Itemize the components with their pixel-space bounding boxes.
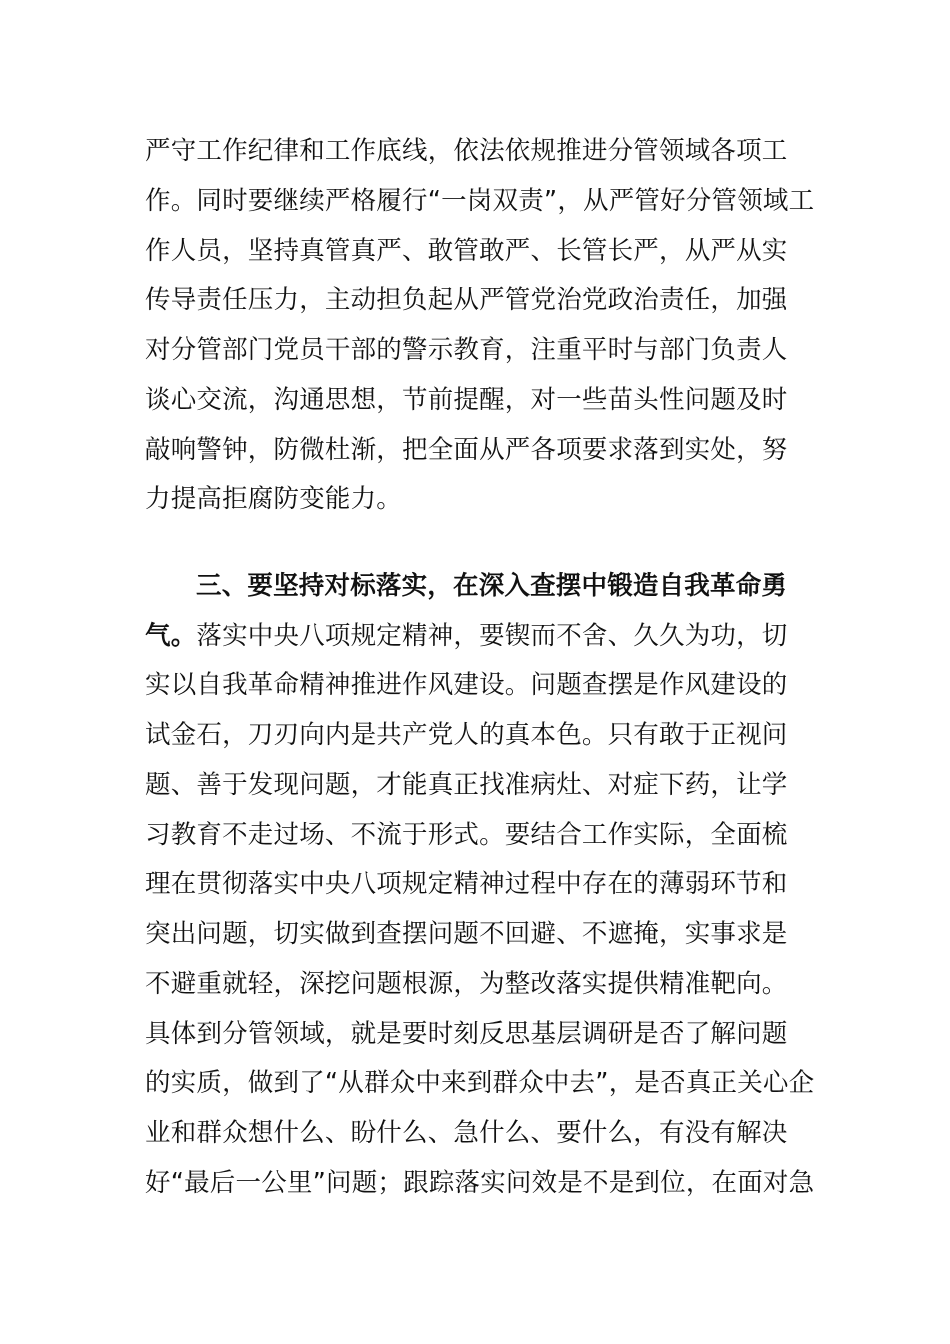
paragraph-line: 传导责任压力，主动担负起从严管党治党政治责任，加强 — [145, 285, 788, 315]
paragraph-line: 的实质，做到了“从群众中来到群众中去”，是否真正关心企 — [145, 1068, 815, 1098]
paragraph-line — [145, 616, 815, 656]
paragraph-line: 谈心交流，沟通思想，节前提醒，对一些苗头性问题及时 — [145, 385, 788, 415]
paragraph-text: 落实中央八项规定精神，要锲而不舍、久久为功，切 — [196, 621, 788, 651]
paragraph-line: 敲响警钟，防微杜渐，把全面从严各项要求落到实处，努 — [145, 435, 788, 465]
paragraph-line: 好“最后一公里”问题；跟踪落实问效是不是到位，在面对急 — [145, 1168, 815, 1198]
paragraph-line: 对分管部门党员干部的警示教育，注重平时与部门负责人 — [145, 335, 788, 365]
paragraph-line: 实以自我革命精神推进作风建设。问题查摆是作风建设的 — [145, 670, 788, 700]
paragraph-line: 严守工作纪律和工作底线，依法依规推进分管领域各项工 — [145, 136, 788, 166]
paragraph-line: 理在贯彻落实中央八项规定精神过程中存在的薄弱环节和 — [145, 869, 788, 899]
paragraph-line: 不避重就轻，深挖问题根源，为整改落实提供精准靶向。 — [145, 969, 788, 999]
section-heading: 三、要坚持对标落实，在深入查摆中锻造自我革命勇 — [196, 571, 788, 601]
paragraph-line: 题、善于发现问题，才能真正找准病灶、对症下药，让学 — [145, 770, 788, 800]
paragraph-line: 业和群众想什么、盼什么、急什么、要什么，有没有解决 — [145, 1118, 788, 1148]
paragraph-line: 突出问题，切实做到查摆问题不回避、不遮掩，实事求是 — [145, 919, 788, 949]
paragraph-line: 作人员，坚持真管真严、敢管敢严、长管长严，从严从实 — [145, 236, 788, 266]
paragraph-line: 作。同时要继续严格履行“一岗双责”，从严管好分管领域工 — [145, 186, 815, 216]
paragraph-line: 具体到分管领域，就是要时刻反思基层调研是否了解问题 — [145, 1019, 788, 1049]
paragraph-line: 试金石，刀刃向内是共产党人的真本色。只有敢于正视问 — [145, 720, 788, 750]
section-heading-end: 气。 — [145, 621, 197, 651]
paragraph-line: 力提高拒腐防变能力。 — [145, 484, 403, 514]
paragraph-line: 习教育不走过场、不流于形式。要结合工作实际，全面梳 — [145, 820, 788, 850]
